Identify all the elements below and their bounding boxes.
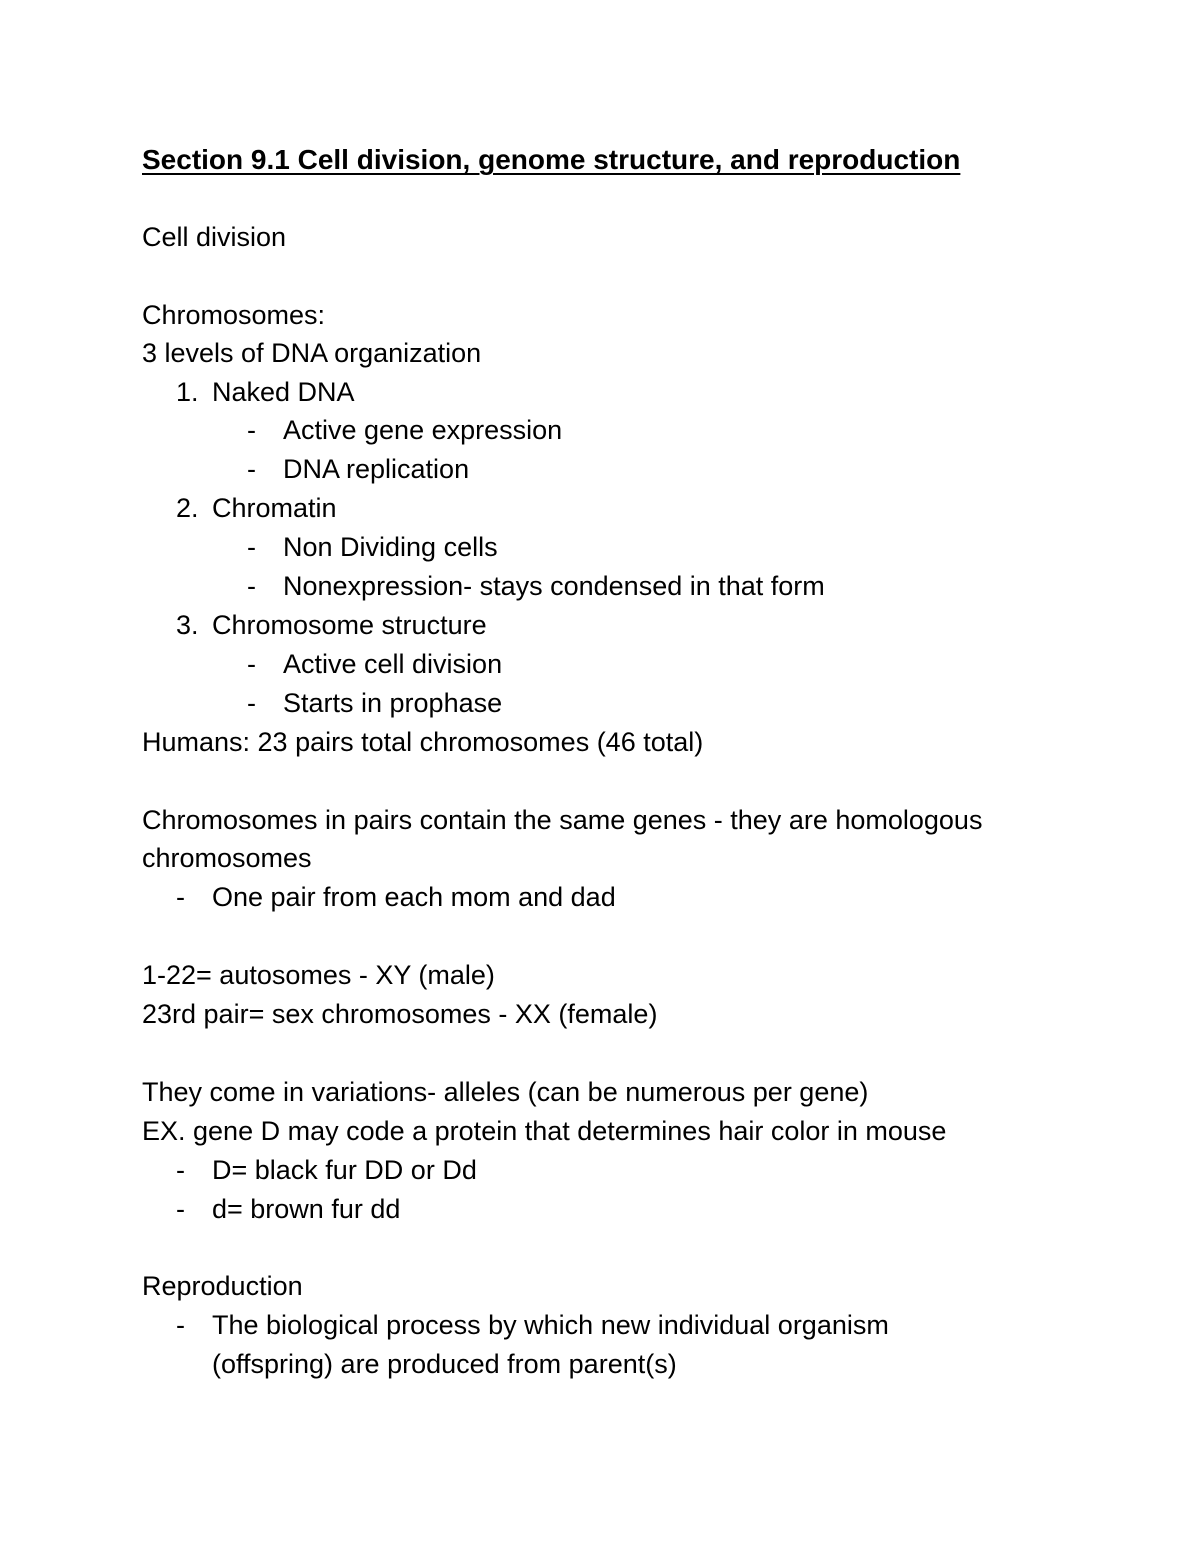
bullet-marker: - <box>247 454 256 484</box>
section-title: Section 9.1 Cell division, genome structure, and reproduction <box>142 144 961 175</box>
bullet-marker: - <box>247 649 256 679</box>
level-bullet: Active gene expression <box>283 415 563 445</box>
level-number: 3. <box>176 610 199 640</box>
level-bullet: Starts in prophase <box>283 688 503 718</box>
bullet-marker: - <box>247 688 256 718</box>
reproduction-heading: Reproduction <box>142 1271 303 1301</box>
level-number: 2. <box>176 493 199 523</box>
example-bullet: d= brown fur dd <box>212 1194 401 1224</box>
bullet-marker: - <box>176 1194 185 1224</box>
level-bullet: Nonexpression- stays condensed in that form <box>283 571 825 601</box>
level-label: Chromosome structure <box>212 610 487 640</box>
bullet-marker: - <box>176 1310 185 1340</box>
example-bullet: D= black fur DD or Dd <box>212 1155 477 1185</box>
example-line: EX. gene D may code a protein that determines hair color in mouse <box>142 1116 947 1146</box>
level-bullet: DNA replication <box>283 454 470 484</box>
level-label: Naked DNA <box>212 377 355 407</box>
levels-intro: 3 levels of DNA organization <box>142 338 482 368</box>
level-number: 1. <box>176 377 199 407</box>
bullet-marker: - <box>247 415 256 445</box>
bullet-marker: - <box>176 1155 185 1185</box>
level-bullet: Active cell division <box>283 649 503 679</box>
level-bullet: Non Dividing cells <box>283 532 498 562</box>
reproduction-bullet-line-2: (offspring) are produced from parent(s) <box>212 1349 677 1379</box>
bullet-marker: - <box>176 882 185 912</box>
homologous-line-2: chromosomes <box>142 843 312 873</box>
bullet-marker: - <box>247 571 256 601</box>
homologous-bullet: One pair from each mom and dad <box>212 882 616 912</box>
humans-line: Humans: 23 pairs total chromosomes (46 total) <box>142 727 704 757</box>
bullet-marker: - <box>247 532 256 562</box>
chromosomes-heading: Chromosomes: <box>142 300 326 330</box>
alleles-line: They come in variations- alleles (can be numerous per gene) <box>142 1077 869 1107</box>
autosomes-line: 1-22= autosomes - XY (male) <box>142 960 495 990</box>
reproduction-bullet-line-1: The biological process by which new individual organism <box>212 1310 889 1340</box>
homologous-line-1: Chromosomes in pairs contain the same genes - they are homologous <box>142 805 983 835</box>
level-label: Chromatin <box>212 493 337 523</box>
sex-chromosomes-line: 23rd pair= sex chromosomes - XX (female) <box>142 999 658 1029</box>
cell-division-heading: Cell division <box>142 222 287 252</box>
